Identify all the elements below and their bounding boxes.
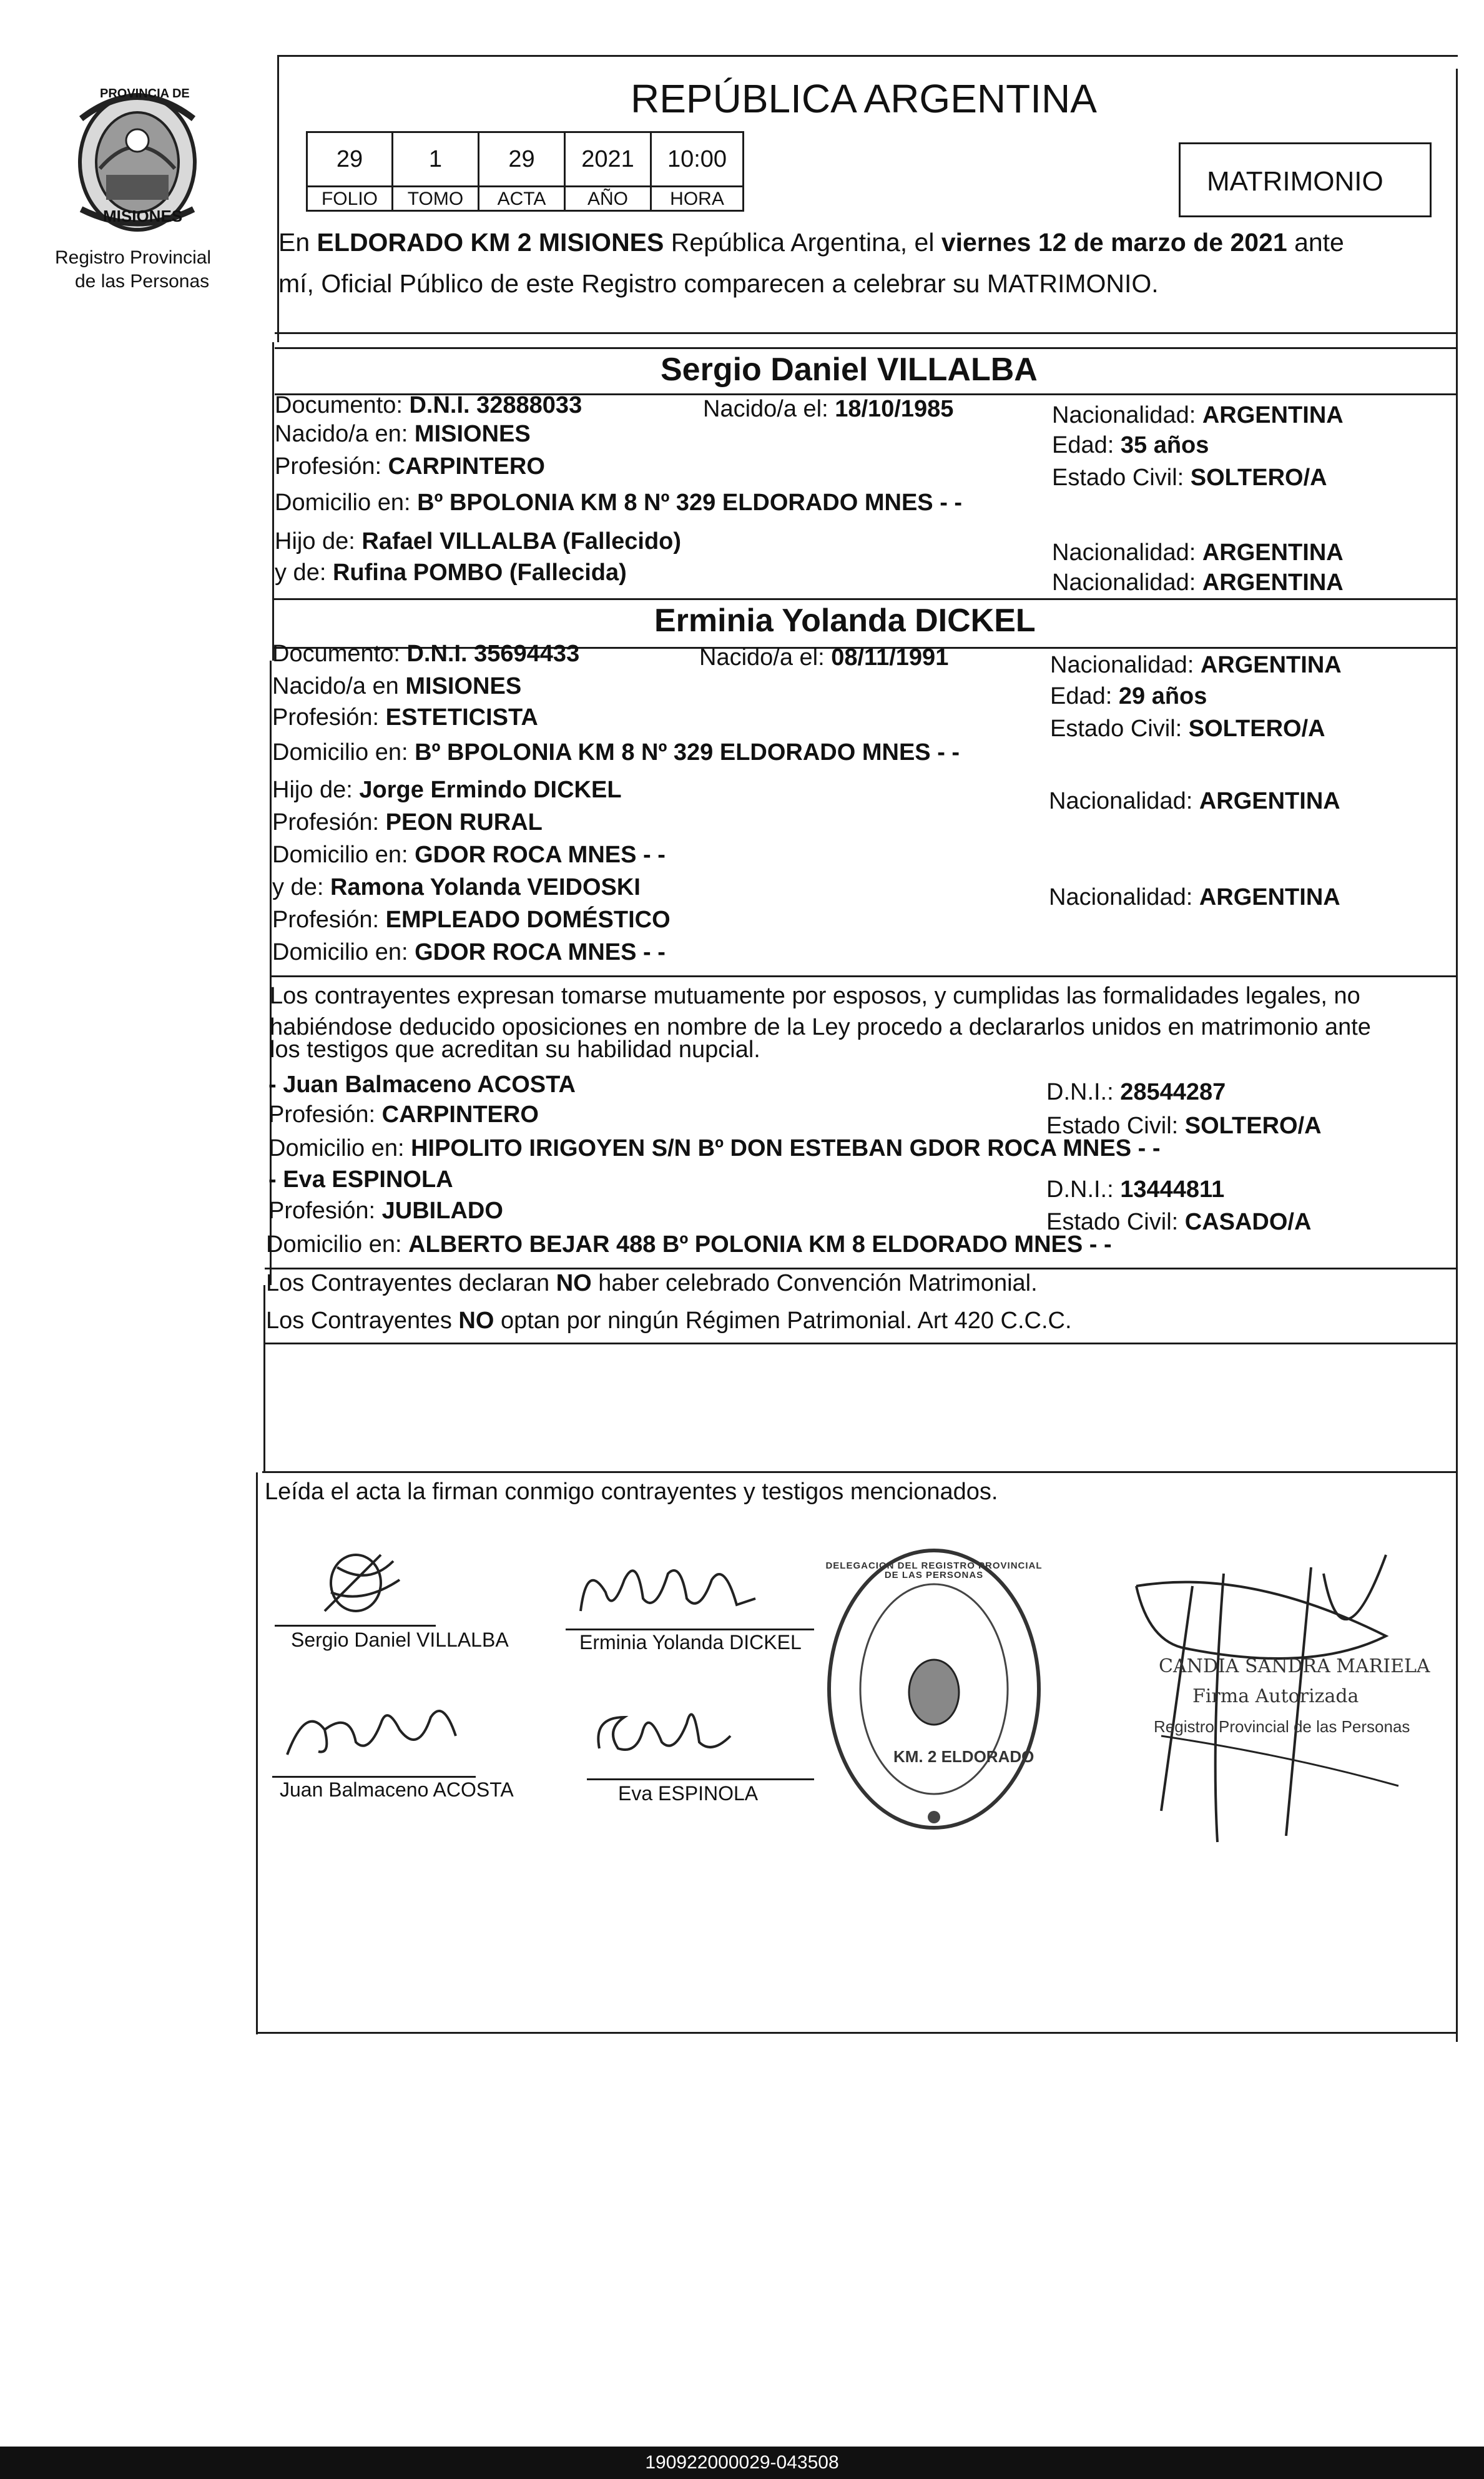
spouse1-domicilio: Domicilio en: Bº BPOLONIA KM 8 Nº 329 ELDORADO MNES - - [275, 490, 963, 516]
spouse2-nacido-en: Nacido/a en MISIONES [272, 673, 522, 699]
signature-line [587, 1778, 814, 1780]
spouse1-nacido-el: Nacido/a el: 18/10/1985 [703, 396, 954, 422]
spouse2-edad: Edad: 29 años [1050, 683, 1207, 709]
separator [270, 975, 1457, 977]
tomo-value: 1 [391, 131, 479, 187]
ceremony-place: ELDORADO KM 2 MISIONES [317, 228, 664, 257]
spouse2-padre: Hijo de: Jorge Ermindo DICKEL [272, 777, 622, 803]
tomo-label: TOMO [391, 185, 479, 212]
country-title: REPÚBLICA ARGENTINA [631, 76, 1097, 121]
doc-type-box [1179, 142, 1432, 217]
spouse2-madre-domicilio: Domicilio en: GDOR ROCA MNES - - [272, 939, 666, 965]
signature-label-s3: Juan Balmaceno ACOSTA [280, 1778, 514, 1801]
separator [265, 1343, 1457, 1344]
anio-value: 2021 [564, 131, 652, 187]
spouse1-nacido-en: Nacido/a en: MISIONES [275, 421, 531, 447]
spouse2-nacionalidad: Nacionalidad: ARGENTINA [1050, 652, 1342, 678]
separator [275, 347, 1457, 349]
separator [272, 598, 1457, 600]
acta-label: ACTA [478, 185, 566, 212]
spouse1-name: Sergio Daniel VILLALBA [661, 352, 1038, 388]
spouse2-madre-nacionalidad: Nacionalidad: ARGENTINA [1049, 884, 1340, 910]
convention-line-1: Los Contrayentes declaran NO haber celebrado Convención Matrimonial. [266, 1270, 1038, 1296]
doc-type-label: MATRIMONIO [1207, 166, 1383, 197]
stamp-ring-text: DELEGACION DEL REGISTRO PROVINCIAL DE LAS PERSONAS [825, 1560, 1043, 1580]
signature-scribble-s3 [281, 1692, 462, 1767]
separator [265, 1268, 1457, 1269]
folio-value: 29 [306, 131, 393, 187]
official-registry: Registro Provincial de las Personas [1154, 1717, 1410, 1736]
spouse2-estado-civil: Estado Civil: SOLTERO/A [1050, 716, 1325, 742]
separator [275, 332, 1457, 334]
signature-scribble-s4 [587, 1692, 749, 1767]
spouse1-profesion: Profesión: CARPINTERO [275, 453, 545, 480]
spouse1-edad: Edad: 35 años [1052, 432, 1209, 458]
witness2-profesion: Profesión: JUBILADO [268, 1198, 503, 1224]
folio-label: FOLIO [306, 185, 393, 212]
logo-text-bottom: MISIONES [103, 207, 183, 225]
spouse2-padre-nacionalidad: Nacionalidad: ARGENTINA [1049, 788, 1340, 814]
registry-name-line2: de las Personas [75, 271, 210, 292]
witness1-estado-civil: Estado Civil: SOLTERO/A [1046, 1113, 1322, 1139]
anio-label: AÑO [564, 185, 652, 212]
official-title: Firma Autorizada [1192, 1685, 1359, 1707]
signature-label-s2: Erminia Yolanda DICKEL [579, 1631, 802, 1653]
signature-label-s4: Eva ESPINOLA [618, 1782, 759, 1805]
convention-line-2: Los Contrayentes NO optan por ningún Régimen Patrimonial. Art 420 C.C.C. [266, 1308, 1072, 1334]
registry-seal-stamp [822, 1542, 1046, 1836]
witness2-name: - Eva ESPINOLA [268, 1166, 453, 1193]
spouse2-profesion: Profesión: ESTETICISTA [272, 704, 538, 731]
witness2-dni: D.N.I.: 13444811 [1046, 1176, 1225, 1203]
witness1-domicilio: Domicilio en: HIPOLITO IRIGOYEN S/N Bº DON ESTEBAN GDOR ROCA MNES - - [268, 1135, 1161, 1161]
spouse1-estado-civil: Estado Civil: SOLTERO/A [1052, 465, 1327, 491]
official-name: CANDIA SANDRA MARIELA [1159, 1655, 1430, 1677]
declaration-line-3: los testigos que acreditan su habilidad nupcial. [270, 1037, 760, 1063]
hora-label: HORA [650, 185, 744, 212]
declaration-line-2: habiéndose deducido oposiciones en nombre de la Ley procedo a declararlos unidos en matrimonio ante [270, 1014, 1371, 1040]
spouse1-madre: y de: Rufina POMBO (Fallecida) [275, 559, 627, 586]
witness1-profesion: Profesión: CARPINTERO [268, 1102, 539, 1128]
spouse1-documento: Documento: D.N.I. 32888033 [275, 392, 582, 418]
spouse2-madre: y de: Ramona Yolanda VEIDOSKI [272, 874, 641, 900]
spouse1-nacionalidad: Nacionalidad: ARGENTINA [1052, 402, 1344, 428]
spouse2-documento: Documento: D.N.I. 35694433 [272, 641, 580, 667]
spouse2-madre-profesion: Profesión: EMPLEADO DOMÉSTICO [272, 907, 671, 933]
signature-label-s1: Sergio Daniel VILLALBA [291, 1629, 509, 1651]
ceremony-date: viernes 12 de marzo de 2021 [941, 228, 1287, 257]
spouse2-padre-domicilio: Domicilio en: GDOR ROCA MNES - - [272, 842, 666, 868]
signature-scribble-s2 [574, 1555, 762, 1624]
registry-name-line1: Registro Provincial [55, 247, 212, 268]
spouse2-name: Erminia Yolanda DICKEL [654, 603, 1036, 639]
separator [262, 1471, 1457, 1473]
signature-line [272, 1776, 476, 1778]
spouse2-nacido-el: Nacido/a el: 08/11/1991 [699, 644, 949, 671]
spouse1-madre-nacionalidad: Nacionalidad: ARGENTINA [1052, 569, 1344, 596]
signature-line [275, 1625, 436, 1627]
acta-value: 29 [478, 131, 566, 187]
signature-line [566, 1629, 814, 1630]
hora-value: 10:00 [650, 131, 744, 187]
witness1-dni: D.N.I.: 28544287 [1046, 1079, 1226, 1105]
signatures-intro: Leída el acta la firman conmigo contrayentes y testigos mencionados. [265, 1479, 998, 1505]
footer-document-code: 190922000029-043508 [0, 2447, 1484, 2479]
logo-text-top: PROVINCIA DE [100, 87, 190, 101]
spouse2-padre-profesion: Profesión: PEON RURAL [272, 809, 543, 835]
declaration-line-1: Los contrayentes expresan tomarse mutuamente por esposos, y cumplidas las formalidades legales, no [270, 983, 1360, 1009]
stamp-inner-text: KM. 2 ELDORADO [893, 1747, 1034, 1766]
witness2-estado-civil: Estado Civil: CASADO/A [1046, 1209, 1312, 1235]
spouse1-padre-nacionalidad: Nacionalidad: ARGENTINA [1052, 540, 1344, 566]
signature-scribble-s1 [312, 1549, 412, 1624]
spouse2-domicilio: Domicilio en: Bº BPOLONIA KM 8 Nº 329 ELDORADO MNES - - [272, 739, 960, 766]
witness2-domicilio: Domicilio en: ALBERTO BEJAR 488 Bº POLONIA KM 8 ELDORADO MNES - - [266, 1231, 1112, 1258]
intro-line-1: En ELDORADO KM 2 MISIONES República Argentina, el viernes 12 de marzo de 2021 ante [278, 228, 1344, 257]
witness1-name: - Juan Balmaceno ACOSTA [268, 1072, 576, 1098]
spouse1-padre: Hijo de: Rafael VILLALBA (Fallecido) [275, 528, 682, 554]
intro-line-2: mí, Oficial Público de este Registro comparecen a celebrar su MATRIMONIO. [278, 269, 1159, 298]
